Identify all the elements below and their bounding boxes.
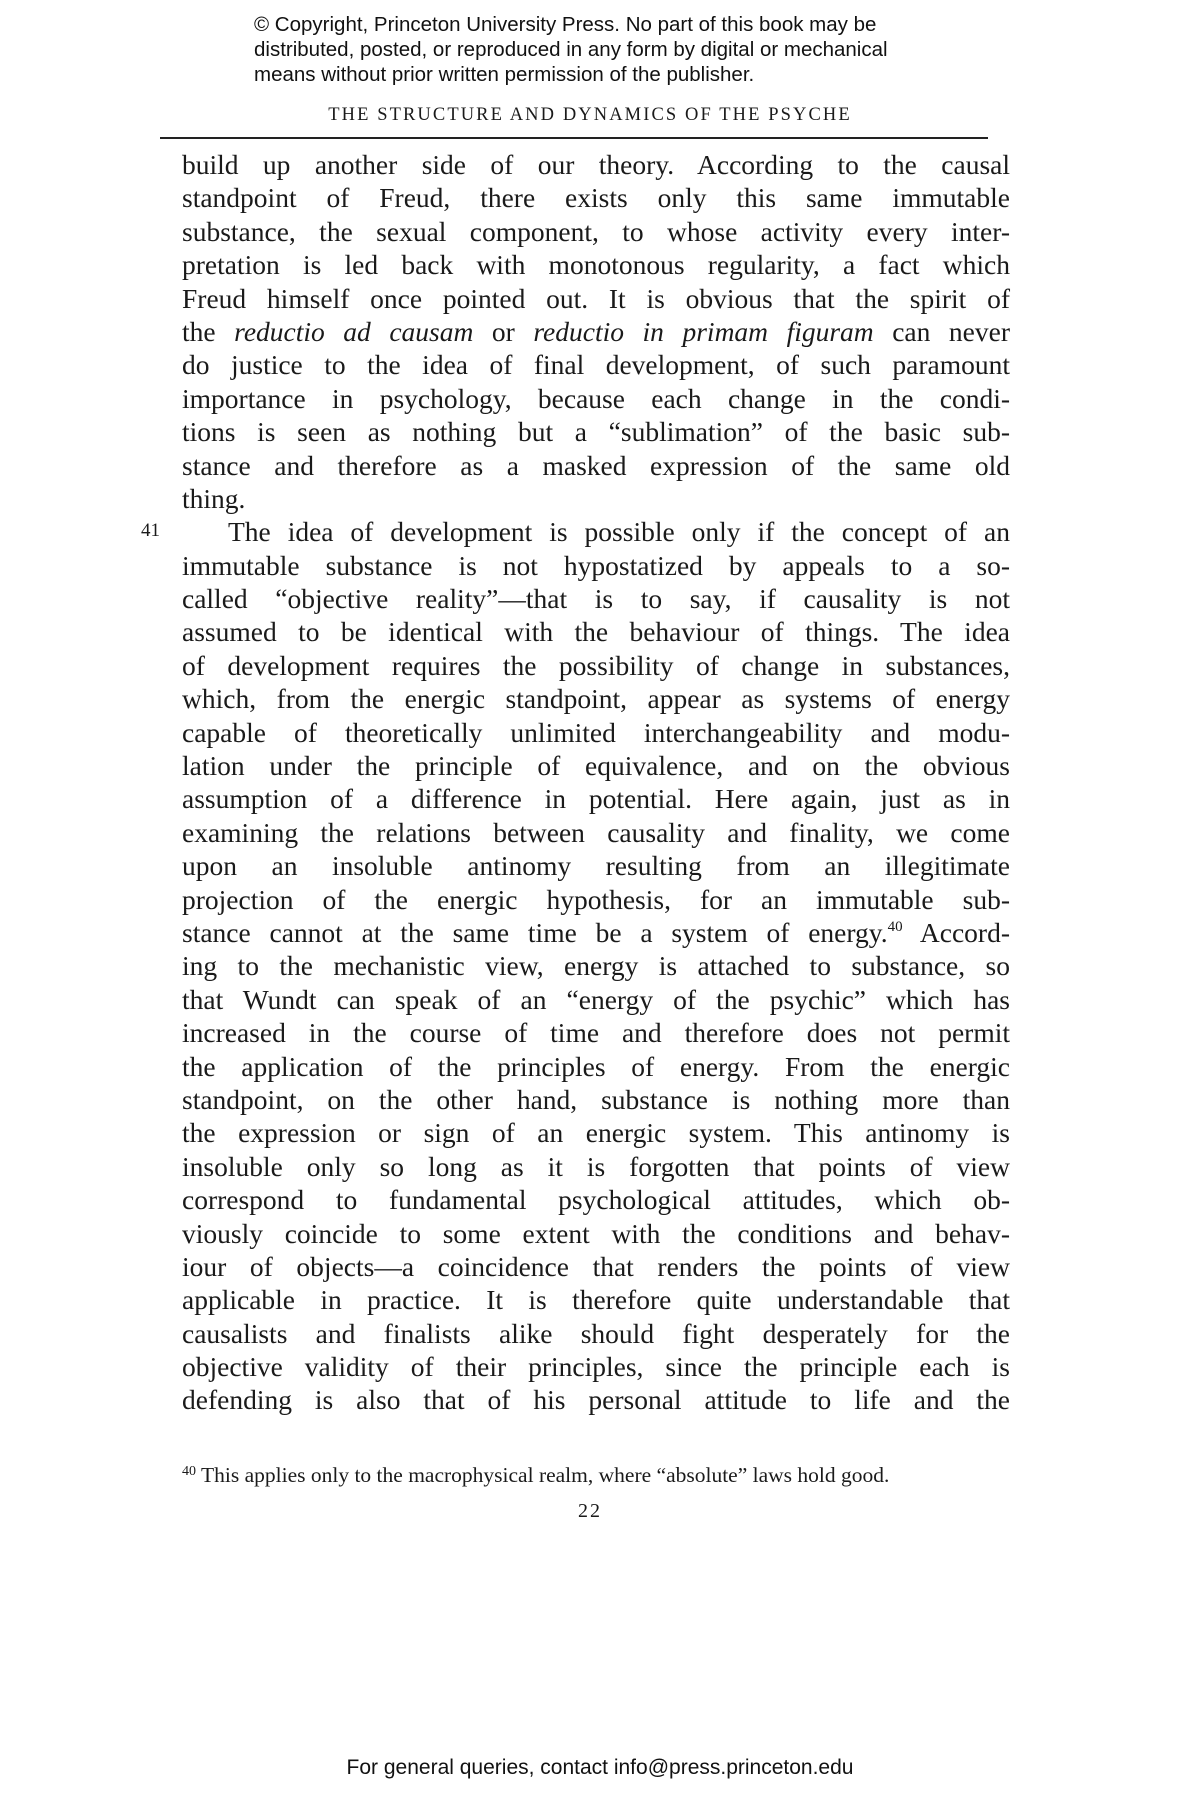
header-rule: [160, 137, 988, 139]
text-line: [182, 315, 1010, 348]
copyright-line: means without prior written permission of the publisher.: [254, 63, 755, 86]
footnote: [182, 1462, 1010, 1488]
italic-latin-phrase: reductio in primam figuram: [533, 315, 874, 347]
text-line: Freud himself once pointed out. It is obvious that the spirit of: [182, 282, 1010, 314]
italic-latin-phrase: reductio ad causam: [234, 315, 474, 347]
text-line: that Wundt can speak of an “energy of the psychic” which has: [182, 983, 1010, 1015]
copyright-notice: [254, 12, 1014, 87]
paragraph-number: 41: [141, 520, 160, 541]
text-line: defending is also that of his personal attitude to life and the: [182, 1384, 1010, 1416]
text-line: insoluble only so long as it is forgotten that points of view: [182, 1150, 1010, 1182]
text-line: upon an insoluble antinomy resulting from an illegitimate: [182, 850, 1010, 882]
text-line: the application of the principles of energy. From the energic: [182, 1050, 1010, 1082]
text-line: assumed to be identical with the behaviour of things. The idea: [182, 616, 1010, 648]
page-number: 22: [578, 1500, 602, 1522]
copyright-line: distributed, posted, or reproduced in any form by digital or mechanical: [254, 38, 888, 61]
text-line: immutable substance is not hypostatized by appeals to a so-: [182, 549, 1010, 581]
text-line: substance, the sexual component, to whose activity every inter-: [182, 215, 1010, 247]
text-line: capable of theoretically unlimited interchangeability and modu-: [182, 716, 1010, 748]
footnote-text: This applies only to the macrophysical realm, where “absolute” laws hold good.: [196, 1463, 890, 1487]
text-line: causalists and finalists alike should fight desperately for the: [182, 1317, 1010, 1349]
text-run: or: [473, 315, 534, 347]
text-line: do justice to the idea of final development, of such paramount: [182, 349, 1010, 381]
text-line: thing.: [182, 482, 246, 514]
text-line: standpoint, on the other hand, substance is nothing more than: [182, 1083, 1010, 1115]
text-line: the expression or sign of an energic system. This antinomy is: [182, 1117, 1010, 1149]
text-line: assumption of a difference in potential. Here again, just as in: [182, 783, 1010, 815]
contact-line: For general queries, contact info@press.princeton.edu: [346, 1756, 854, 1779]
text-line: objective validity of their principles, since the principle each is: [182, 1351, 1010, 1383]
body-text: [182, 148, 1010, 1417]
text-line: called “objective reality”—that is to say, if causality is not: [182, 583, 1010, 615]
text-line: applicable in practice. It is therefore quite understandable that: [182, 1284, 1010, 1316]
text-line: ing to the mechanistic view, energy is attached to substance, so: [182, 950, 1010, 982]
text-run: can never: [873, 315, 1010, 347]
text-line: of development requires the possibility of change in substances,: [182, 649, 1010, 681]
text-line: stance and therefore as a masked expression of the same old: [182, 449, 1010, 481]
running-head: THE STRUCTURE AND DYNAMICS OF THE PSYCHE: [328, 105, 852, 125]
text-line: The idea of development is possible only if the concept of an: [228, 516, 1010, 548]
text-line: examining the relations between causality and finality, we come: [182, 816, 1010, 848]
footnote-number: 40: [182, 1464, 196, 1479]
text-line: standpoint of Freud, there exists only this same immutable: [182, 182, 1010, 214]
text-line: lation under the principle of equivalence, and on the obvious: [182, 750, 1010, 782]
text-line: [182, 916, 1010, 949]
text-line: pretation is led back with monotonous regularity, a fact which: [182, 249, 1010, 281]
text-line: increased in the course of time and therefore does not permit: [182, 1017, 1010, 1049]
text-line: correspond to fundamental psychological attitudes, which ob-: [182, 1184, 1010, 1216]
text-line: which, from the energic standpoint, appear as systems of energy: [182, 683, 1010, 715]
text-run: the: [182, 315, 235, 347]
text-line: importance in psychology, because each change in the condi-: [182, 382, 1010, 414]
text-line: viously coincide to some extent with the conditions and behav-: [182, 1217, 1010, 1249]
text-line: tions is seen as nothing but a “sublimation” of the basic sub-: [182, 416, 1010, 448]
text-run: stance cannot at the same time be a system of energy.: [182, 916, 888, 948]
text-line: projection of the energic hypothesis, for an immutable sub-: [182, 883, 1010, 915]
copyright-line: © Copyright, Princeton University Press. No part of this book may be: [254, 13, 877, 36]
text-run: Accord-: [902, 916, 1010, 948]
text-line: iour of objects—a coincidence that renders the points of view: [182, 1250, 1010, 1282]
text-line: build up another side of our theory. According to the causal: [182, 149, 1010, 180]
footnote-reference[interactable]: 40: [887, 918, 903, 935]
